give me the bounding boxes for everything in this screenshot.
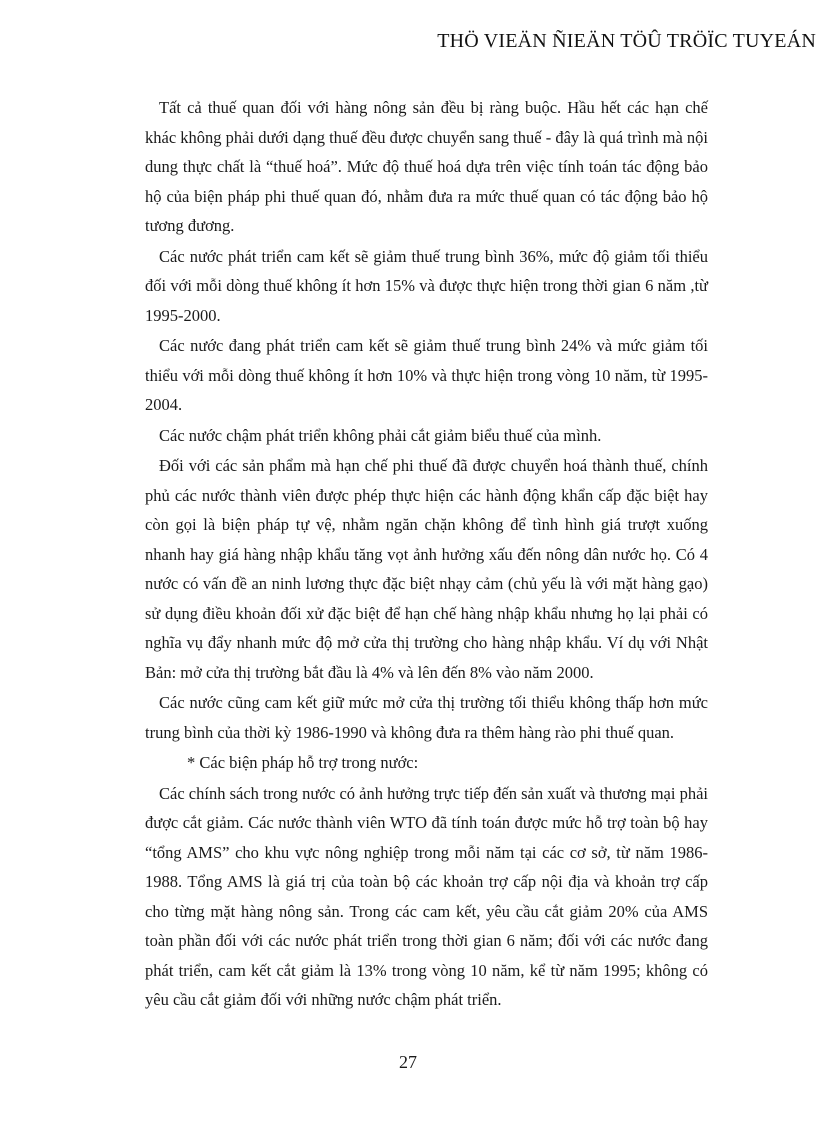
page-number: 27: [399, 1052, 417, 1072]
paragraph-ams: Các chính sách trong nước có ảnh hưởng trực tiếp đến sản xuất và thương mại phải được cắt giảm. Các nước thành viên WTO đã tính toán được mức hỗ trợ toàn bộ hay “tổng AMS” cho khu vực nông nghiệp trong mỗi năm tại các cơ sở, từ năm 1986-1988. Tổng AMS là giá trị của toàn bộ các khoản trợ cấp nội địa và khoản trợ cấp cho từng mặt hàng nông sản. Trong các cam kết, yêu cầu cắt giảm 20% của AMS toàn phần đối với các nước phát triển trong thời gian 6 năm; đối với các nước đang phát triển, cam kết cắt giảm là 13% trong vòng 10 năm, kể từ năm 1995; không có yêu cầu cắt giảm đối với những nước chậm phát triển.: [145, 783, 708, 1009]
paragraph-tariff-binding: Tất cả thuế quan đối với hàng nông sản đều bị ràng buộc. Hầu hết các hạn chế khác không phải dưới dạng thuế đều được chuyển sang thuế - đây là quá trình mà nội dung thực chất là “thuế hoá”. Mức độ thuế hoá dựa trên việc tính toán tác động bảo hộ của biện pháp phi thuế quan đó, nhằm đưa ra mức thuế quan có tác động bảo hộ tương đương.: [145, 98, 708, 235]
paragraph-developed-countries: Các nước phát triển cam kết sẽ giảm thuế trung bình 36%, mức độ giảm tối thiểu đối với mỗi dòng thuế không ít hơn 15% và được thực hiện trong thời gian 6 năm ,từ 1995-2000.: [145, 246, 708, 325]
paragraph-market-access: Các nước cũng cam kết giữ mức mở cửa thị trường tối thiểu không thấp hơn mức trung bình của thời kỳ 1986-1990 và không đưa ra thêm hàng rào phi thuế quan.: [145, 693, 708, 742]
page-header: THÖ VIEÄN ÑIEÄN TÖÛ TRÖÏC TUYEÁN: [437, 30, 816, 52]
paragraph-developing-countries: Các nước đang phát triển cam kết sẽ giảm thuế trung bình 24% và mức giảm tối thiểu với mỗi dòng thuế không ít hơn 10% và thực hiện trong vòng 10 năm, từ 1995-2004.: [145, 336, 708, 414]
paragraph-safeguard-measures: Đối với các sản phẩm mà hạn chế phi thuế đã được chuyển hoá thành thuế, chính phủ các nước thành viên được phép thực hiện các hành động khẩn cấp đặc biệt hay còn gọi là biện pháp tự vệ, nhằm ngăn chặn không để tình hình giá trượt xuống nhanh hay giá hàng nhập khẩu tăng vọt ảnh hưởng xấu đến nông dân nước họ. Có 4 nước có vấn đề an ninh lương thực đặc biệt nhạy cảm (chủ yếu là với mặt hàng gạo) sử dụng điều khoản đối xử đặc biệt để hạn chế hàng nhập khẩu nhưng họ lại phải có nghĩa vụ đẩy nhanh mức độ mở cửa thị trường cho hàng nhập khẩu. Ví dụ với Nhật Bản: mở cửa thị trường bắt đầu là 4% và lên đến 8% vào năm 2000.: [145, 456, 708, 682]
bullet-domestic-support: * Các biện pháp hỗ trợ trong nước:: [187, 753, 419, 772]
paragraph-least-developed: Các nước chậm phát triển không phải cắt giảm biểu thuế của mình.: [159, 425, 602, 445]
page-body: [145, 93, 708, 1015]
